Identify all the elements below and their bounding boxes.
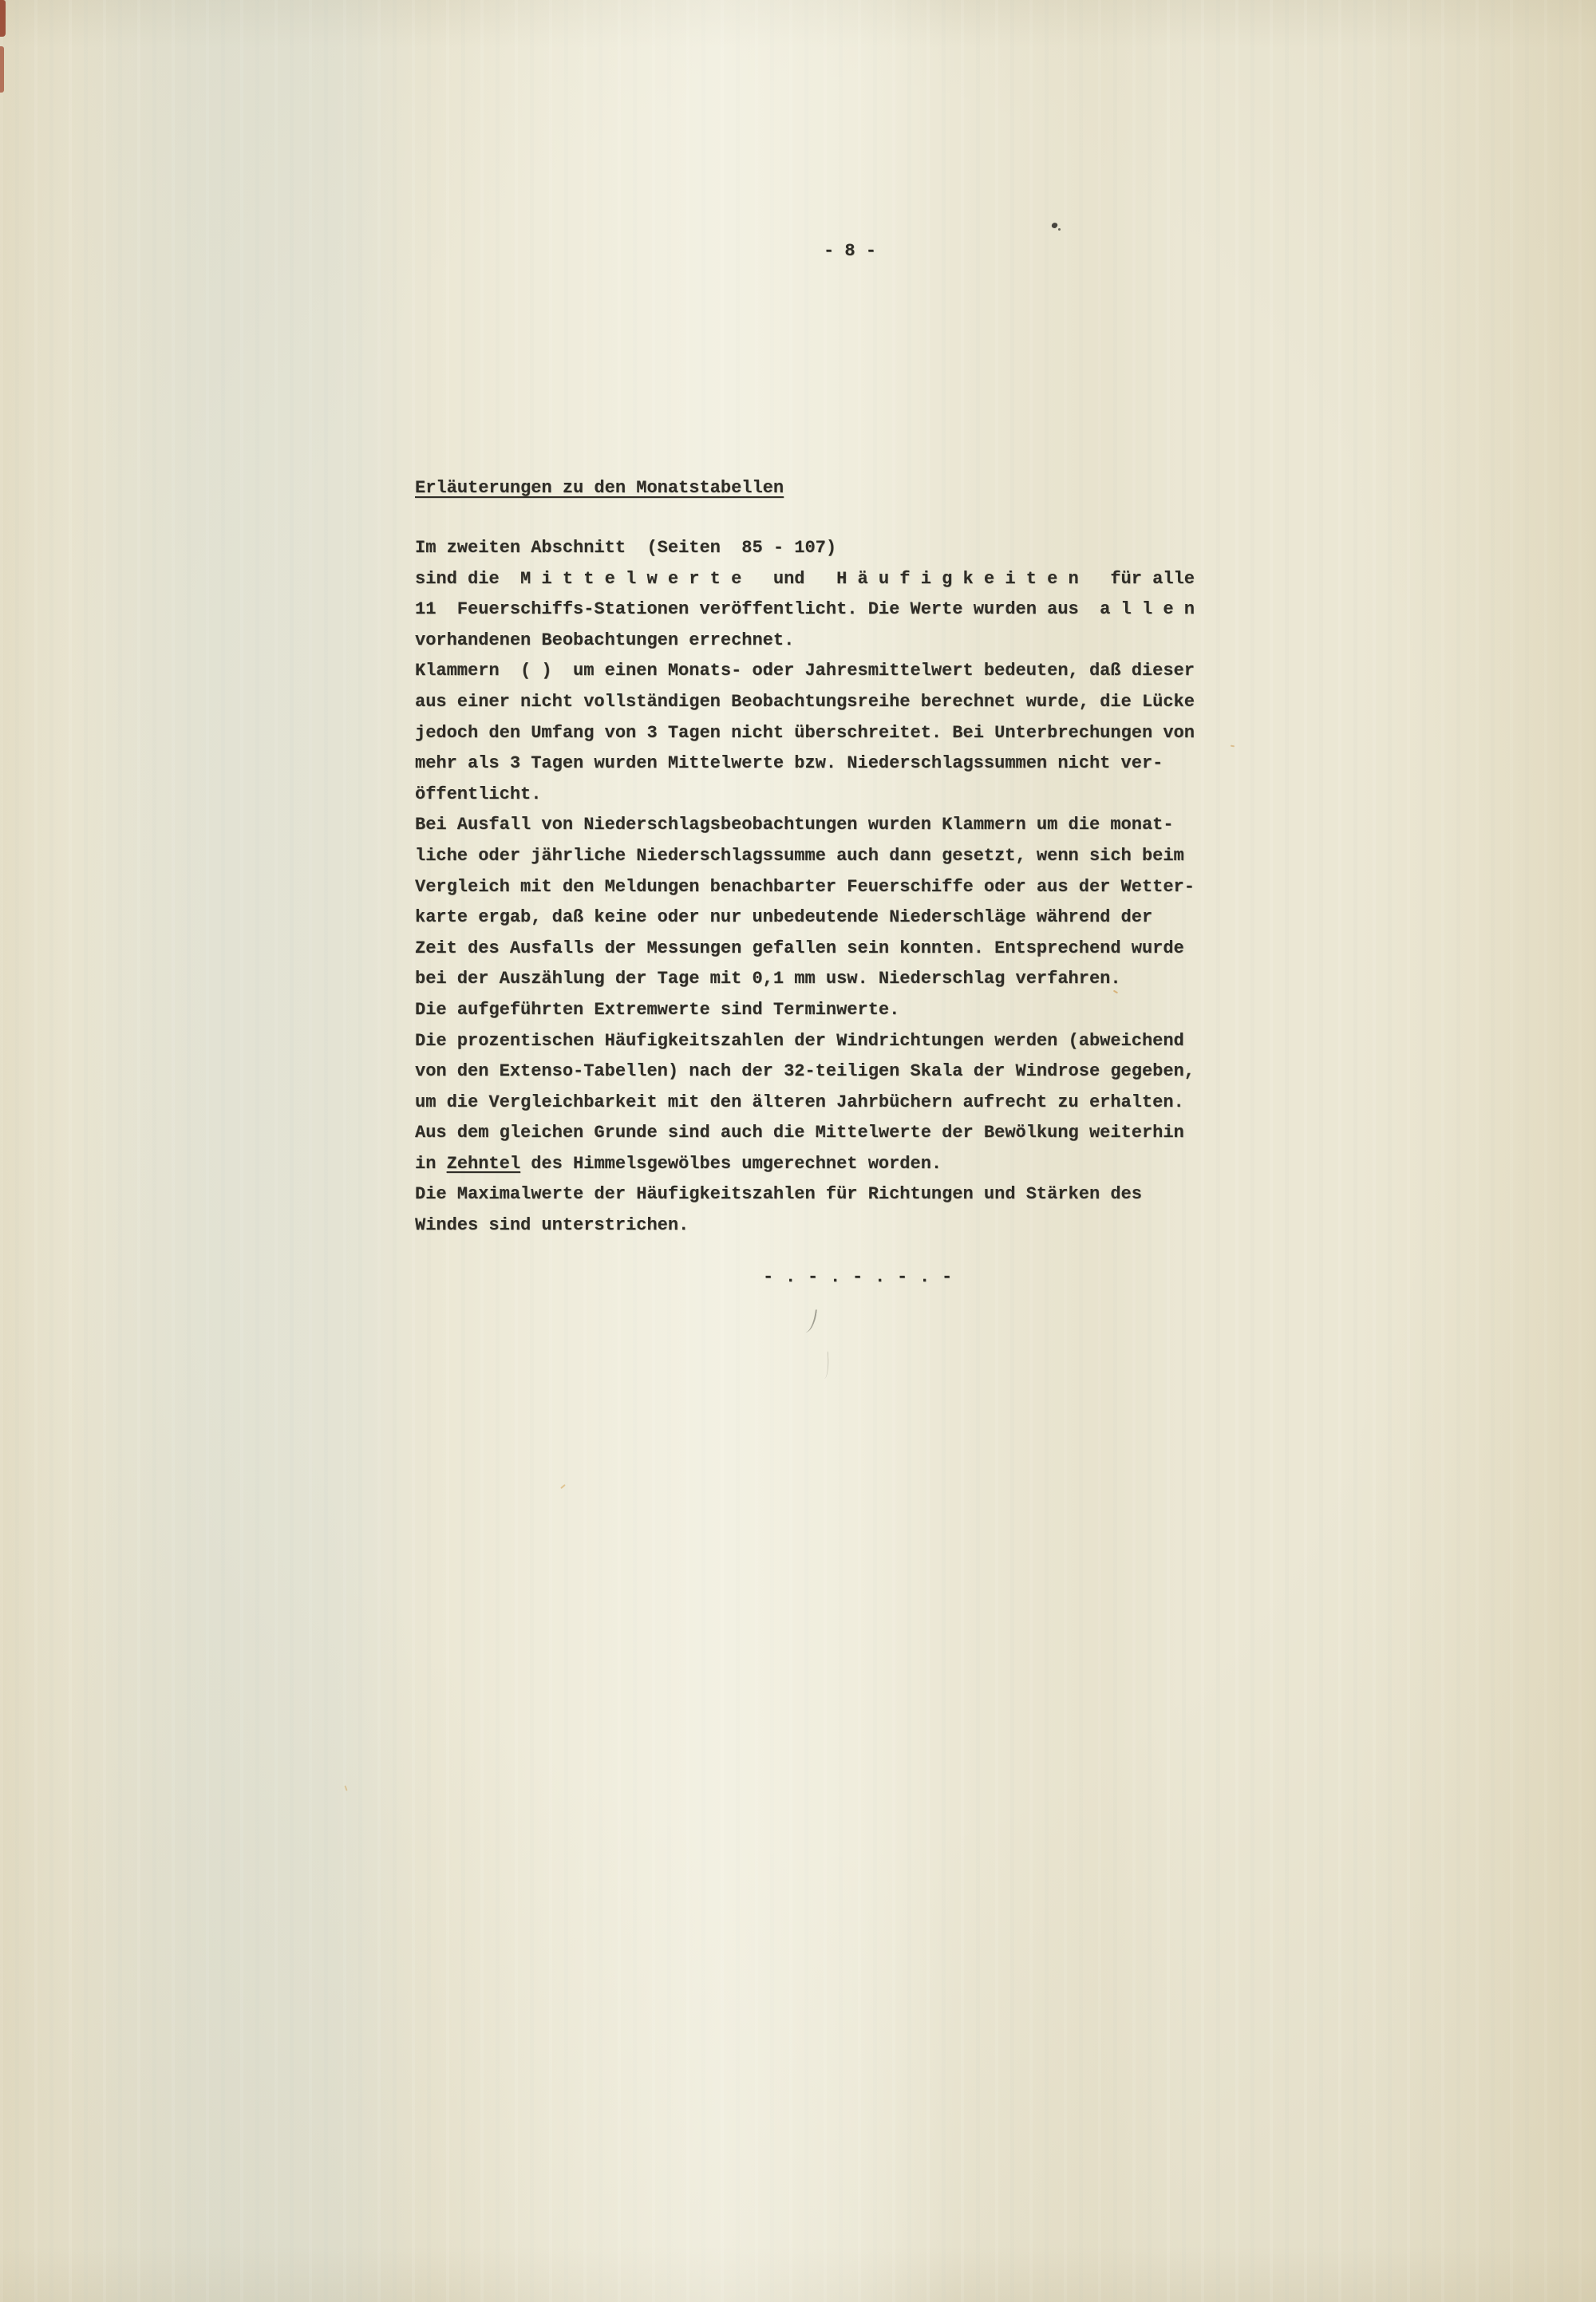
text-segment: um die Vergleichbarkeit mit den älteren Jahrbüchern aufrecht zu erhalten.: [415, 1092, 1184, 1112]
text-segment: Im zweiten Abschnitt (Seiten 85 - 107): [415, 538, 837, 558]
text-line: [415, 1118, 1261, 1149]
text-segment: Windes sind unterstrichen.: [415, 1215, 689, 1236]
text-line: [415, 626, 1261, 657]
text-line: [415, 1026, 1261, 1057]
text-segment: des Himmelsgewölbes umgerechnet worden.: [520, 1153, 942, 1174]
text-line: [415, 687, 1261, 718]
text-segment: aus einer nicht vollständigen Beobachtungsreihe berechnet wurde, die Lücke: [415, 691, 1195, 712]
text-segment: jedoch den Umfang von 3 Tagen nicht überschreitet. Bei Unterbrechungen von: [415, 722, 1195, 743]
text-segment: karte ergab, daß keine oder nur unbedeutende Niederschläge während der: [415, 907, 1153, 928]
text-line: [415, 810, 1261, 841]
page-number: - 8 -: [824, 241, 877, 261]
text-segment: von den Extenso-Tabellen) nach der 32-teiligen Skala der Windrose gegeben,: [415, 1061, 1195, 1082]
text-segment: öffentlicht.: [415, 784, 542, 804]
text-line: [415, 841, 1261, 872]
text-segment: Zeit des Ausfalls der Messungen gefallen sein konnten. Entsprechend wurde: [415, 938, 1184, 958]
text-line: [415, 995, 1261, 1026]
text-segment: liche oder jährliche Niederschlagssumme auch dann gesetzt, wenn sich beim: [415, 845, 1184, 866]
text-line: [415, 1056, 1261, 1088]
text-line: [415, 718, 1261, 749]
text-line: [415, 564, 1261, 595]
text-line: [415, 934, 1261, 965]
section-heading: Erläuterungen zu den Monatstabellen: [415, 478, 784, 498]
body-text: [415, 533, 1261, 1242]
text-segment: Die aufgeführten Extremwerte sind Terminwerte.: [415, 999, 900, 1020]
text-segment: Die prozentischen Häufigkeitszahlen der Windrichtungen werden (abweichend: [415, 1030, 1184, 1051]
text-segment: sind die M i t t e l w e r t e und H ä u f i g k e i t e n für alle: [415, 568, 1195, 589]
text-segment: Die Maximalwerte der Häufigkeitszahlen für Richtungen und Stärken des: [415, 1184, 1142, 1205]
document-body: [415, 476, 1261, 1242]
text-segment: in: [415, 1153, 447, 1174]
text-line: [415, 748, 1261, 780]
text-line: [415, 902, 1261, 934]
text-line: [415, 1149, 1261, 1180]
text-line: [415, 656, 1261, 687]
text-line: [415, 1179, 1261, 1210]
text-line: [415, 594, 1261, 626]
text-segment: Klammern ( ) um einen Monats- oder Jahresmittelwert bedeuten, daß dieser: [415, 661, 1195, 681]
underlined-word: Zehntel: [446, 1153, 521, 1174]
text-segment: mehr als 3 Tagen wurden Mittelwerte bzw. Niederschlagssummen nicht ver-: [415, 753, 1163, 774]
text-segment: Vergleich mit den Meldungen benachbarter Feuerschiffe oder aus der Wetter-: [415, 876, 1195, 897]
text-segment: vorhandenen Beobachtungen errechnet.: [415, 630, 795, 650]
text-line: [415, 533, 1261, 564]
text-segment: 11 Feuerschiffs-Stationen veröffentlicht. Die Werte wurden aus a l l e n: [415, 599, 1195, 620]
text-segment: bei der Auszählung der Tage mit 0,1 mm usw. Niederschlag verfahren.: [415, 969, 1121, 989]
text-line: [415, 1210, 1261, 1242]
text-segment: Aus dem gleichen Grunde sind auch die Mittelwerte der Bewölkung weiterhin: [415, 1123, 1184, 1143]
text-line: [415, 780, 1261, 811]
text-line: [415, 1088, 1261, 1119]
text-segment: Bei Ausfall von Niederschlagsbeobachtungen wurden Klammern um die monat-: [415, 815, 1174, 835]
end-separator: - . - . - . - . -: [763, 1267, 954, 1287]
text-line: [415, 964, 1261, 995]
text-line: [415, 872, 1261, 903]
